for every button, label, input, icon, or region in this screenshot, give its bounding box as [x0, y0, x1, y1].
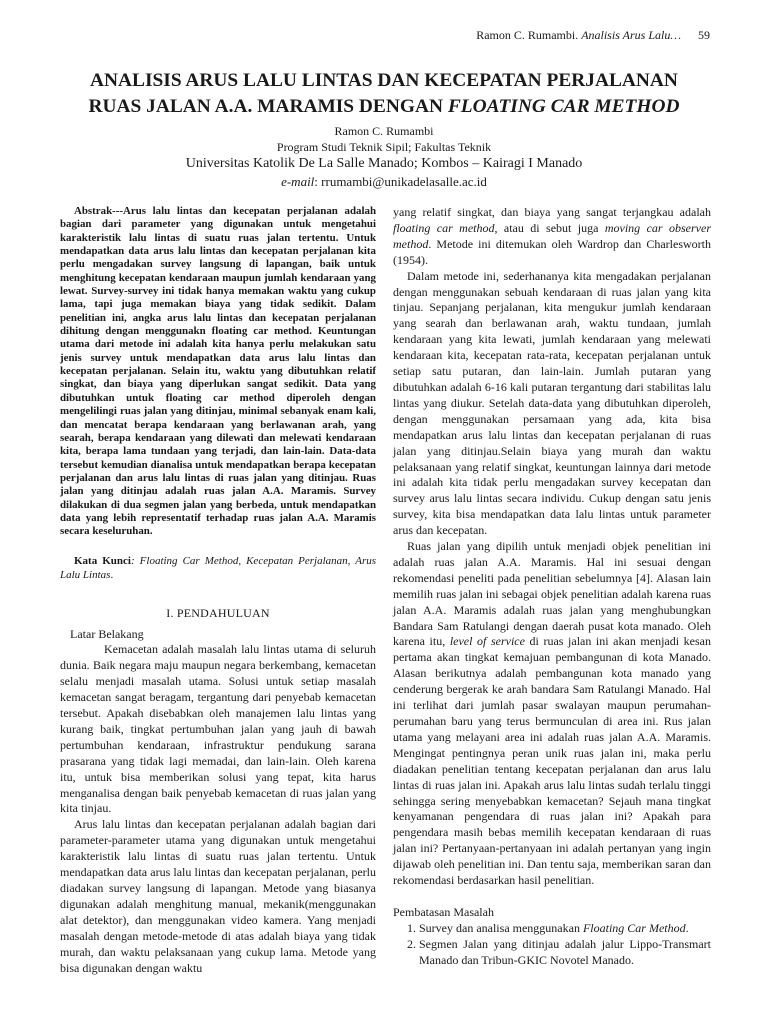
keywords [60, 554, 376, 582]
title-line-2-italic: FLOATING CAR METHOD [447, 96, 680, 117]
right-column [393, 205, 711, 969]
intro-paragraph-2: Arus lalu lintas dan kecepatan perjalanan adalah bagian dari parameter-parameter utama yang digunakan untuk mengetahui karakteristik lalu lintas di suatu ruas jalan tertentu. Untuk mendapatkan data arus lalu lintas dan kecepatan perjalanan, perlu diadakan survey langsung di lapangan. Metode yang biasanya digunakan adalah menghitung manual, mekanik(menggunakan alat detektor), dan menggunakan video kamera. Yang menjadi masalah dengan metode-metode di atas adalah biaya yang tidak murah, dan waktu pelaksanaan yang cukup lama. Metode yang bisa digunakan dengan waktu [60, 817, 376, 975]
intro-paragraph-1: Kemacetan adalah masalah lalu lintas utama di seluruh dunia. Baik negara maju maupun negara berkembang, kemacetan selalu menjadi masalah utama. Solusi untuk setiap masalah kemacetan sangat beragam, tergantung dari penyebab kemacetan tersebut. Apakah disebabkan oleh manajemen lalu lintas yang kurang baik, tingkat pertumbuhan jalan yang jauh di bawah pertumbuhan kendaraan, infrastruktur pendukung sarana prasarana yang tidak lagi memadai, dan lain-lain. Oleh karena itu, untuk bisa memberikan solusi yang tepat, kita harus menganalisa dengan baik penyebab kemacetan di ruas jalan yang kita tinjau. [60, 642, 376, 816]
keywords-text: : Floating Car Method, Kecepatan Perjalanan, Arus Lalu Lintas [60, 554, 377, 581]
rp0-a: yang relatif singkat, dan biaya yang sangat terjangkau adalah [393, 205, 711, 219]
limit-item-1 [419, 921, 711, 937]
rp0-b: , atau di sebut juga [494, 220, 605, 235]
rp0-italic-1: floating car method [393, 220, 495, 235]
paper-title [40, 68, 728, 120]
right-paragraph-2 [393, 539, 711, 889]
rp0-c: . Metode ini ditemukan oleh Wardrop dan Charlesworth (1954). [393, 236, 711, 267]
keywords-label: Kata Kunci [74, 554, 131, 567]
running-head-title: Analisis Arus Lalu… [581, 28, 681, 42]
email-label: e-mail [281, 174, 315, 189]
abstract: Abstrak---Arus lalu lintas dan kecepatan perjalanan adalah bagian dari parameter yang digunakan untuk mengetahui karakteristik lalu lintas di suatu ruas jalan tertentu. Untuk mendapatkan data arus lalu lintas dan kecepatan perjalanan kita perlu mengadakan survey langsung di lapangan, baik untuk menghitung kecepatan kendaraan maupun jumlah kendaraan yang lewat. Survey-survey ini tidak hanya memakan waktu yang cukup lama, tapi juga memakan biaya yang tidak sedikit. Dalam penelitian ini, angka arus lalu lintas dan kecepatan perjalanan dihitung dengan menggunakn floating car method. Keuntungan utama dari metode ini adalah kita hanya perlu melakukan satu jenis survey untuk mendapatkan data arus lalu lintas dan kecepatan perjalanan. Selain itu, waktu yang dibutuhkan relatif singkat, dan biaya yang diperlukan sangat sedikit. Data yang dibutuhkan untuk floating car method diperoleh dengan mengelilingi ruas jalan yang ditinjau, minimal sebanyak enam kali, dan mencatat berapa kendaraan yang berlawanan arah, yang searah, berapa kendaraan yang dilewati dan melewati kendaraan kita, berapa lama tundaan yang terjadi, dan lain-lain. Data-data tersebut kemudian dianalisa untuk mendapatkan berapa kecepatan perjalanan dan arus lalu lintas di ruas jalan yang ditinjau. Ruas jalan yang ditinjau adalah ruas jalan A.A. Maramis. Survey dilakukan di dua segmen jalan yang berbeda, untuk mendapatkan data yang lebih representatif terhadap ruas jalan A.A. Maramis secara keseluruhan. [60, 205, 376, 538]
limit1-a: Survey dan analisa menggunakan [419, 920, 583, 935]
title-line-1: ANALISIS ARUS LALU LINTAS DAN KECEPATAN PERJALANAN [90, 70, 678, 91]
limits-heading: Pembatasan Masalah [393, 904, 494, 919]
author-program: Program Studi Teknik Sipil; Fakultas Teknik [276, 139, 492, 154]
keywords-end: . [110, 568, 114, 581]
left-column [60, 205, 376, 976]
running-head-author: Ramon C. Rumambi. [476, 28, 579, 42]
rp2-b: di ruas jalan ini akan menjadi kesan pertama akan tingkat kemajuan pembangunan di kota Manado. Alasan berikutnya adalah pembangunan kota manado yang cenderung bergerak ke arah bandara Sam Ratulangi Manado. Hal ini terlihat dari jumlah pasar swalayan maupun perumahan-perumahan baru yang terus bermunculan di area ini. Rus jalan utama yang melayani area ini adalah ruas jalan A.A. Maramis. Mengingat pentingnya peran unik ruas jalan ini, maka perlu diadakan penelitian tentang kecepatan perjalanan dan arus lalu lintas di ruas jalan ini. Apakah arus lalu lintas sudah terlalu tinggi sehingga sering menyebabkan kemacetan? Sejauh mana tingkat kenyamanan pengendara di ruas jalan ini? Apakah para pengendara masih bebas memilih kecepatan kendaraan di ruas jalan ini? Pertanyaan-pertanyaan ini adalah pertanyan yang ingin dijawab oleh penelitian ini. Dan tentu saja, memberikan saran dan rekomendasi berdasarkan hasil penelitian. [393, 634, 711, 888]
author-university: Universitas Katolik De La Salle Manado; Kombos – Kairagi I Manado [185, 156, 583, 171]
right-paragraph-1: Dalam metode ini, sederhananya kita mengadakan perjalanan dengan menggunakan sebuah kendaraan di ruas jalan yang kita tinjau. Sepanjang perjalanan, kita mengukur jumlah kendaraan yang searah dan berlawanan arah, waktu tundaan, jumlah kendaraan yang kita lewati, jumlah kendaraan yang melewati kendaraan kita, kecepatan rata-rata, kecepatan perjalanan untuk setiap satu putaran, dan lain-lain. Jumlah putaran yang dibutuhkan adalah 6-16 kali putaran tergantung dari stabilitas lalu lintas yang diukur. Setelah data-data yang dibutuhkan diperoleh, dengan menggunakan persamaan yang ada, kita bisa mendapatkan arus lalu lintas dan kecepatan perjalanan di ruas jalan yang ditinjau.Selain biaya yang murah dan waktu pelaksanaan yang relatif singkat, keuntungan lainnya dari metode ini adalah kita tidak perlu mengadakan survey kecepatan dan survey arus lalu lintas secara individu. Cukup dengan satu jenis survey, kita bisa mendapatkan data lalu lintas untuk parameter arus dan kecepatan. [393, 268, 711, 538]
limit1-italic: Floating Car Method [582, 920, 686, 935]
author-name: Ramon C. Rumambi [334, 124, 434, 138]
section-heading: I. PENDAHULUAN [166, 605, 270, 620]
right-paragraph-0 [393, 205, 711, 269]
title-line-2 [40, 94, 728, 120]
rp0-italic-2: moving car observer method [393, 220, 711, 251]
author-block [40, 124, 728, 190]
limits-list [393, 921, 711, 969]
limit-item-2: 2. Segmen Jalan yang ditinjau adalah jalur Lippo-Transmart Manado dan Tribun-GKIC Novotel Manado. [419, 937, 711, 969]
subsection-heading: Latar Belakang [70, 626, 144, 641]
author-email-line [40, 173, 728, 190]
rp2-italic: level of service [449, 634, 525, 649]
title-line-2-plain: RUAS JALAN A.A. MARAMIS DENGAN [88, 96, 448, 117]
running-head [476, 28, 710, 43]
page-number: 59 [698, 28, 710, 42]
rp2-a: Ruas jalan yang dipilih untuk menjadi objek penelitian ini adalah ruas jalan A.A. Maramis. Hal ini sesuai dengan rekomendasi peneliti pada penelitian sebelumnya [4]. Alasan lain memilih ruas jalan ini sebagai objek penelitian adalah karena ruas jalan A.A. Maramis adalah ruas jalan yang menghubungkan Bandara Sam Ratulangi dengan daerah pusat kota manado. Oleh karena itu, [393, 539, 711, 649]
limit1-b: . [685, 920, 689, 935]
email-address: : rrumambi@unikadelasalle.ac.id [314, 174, 487, 189]
